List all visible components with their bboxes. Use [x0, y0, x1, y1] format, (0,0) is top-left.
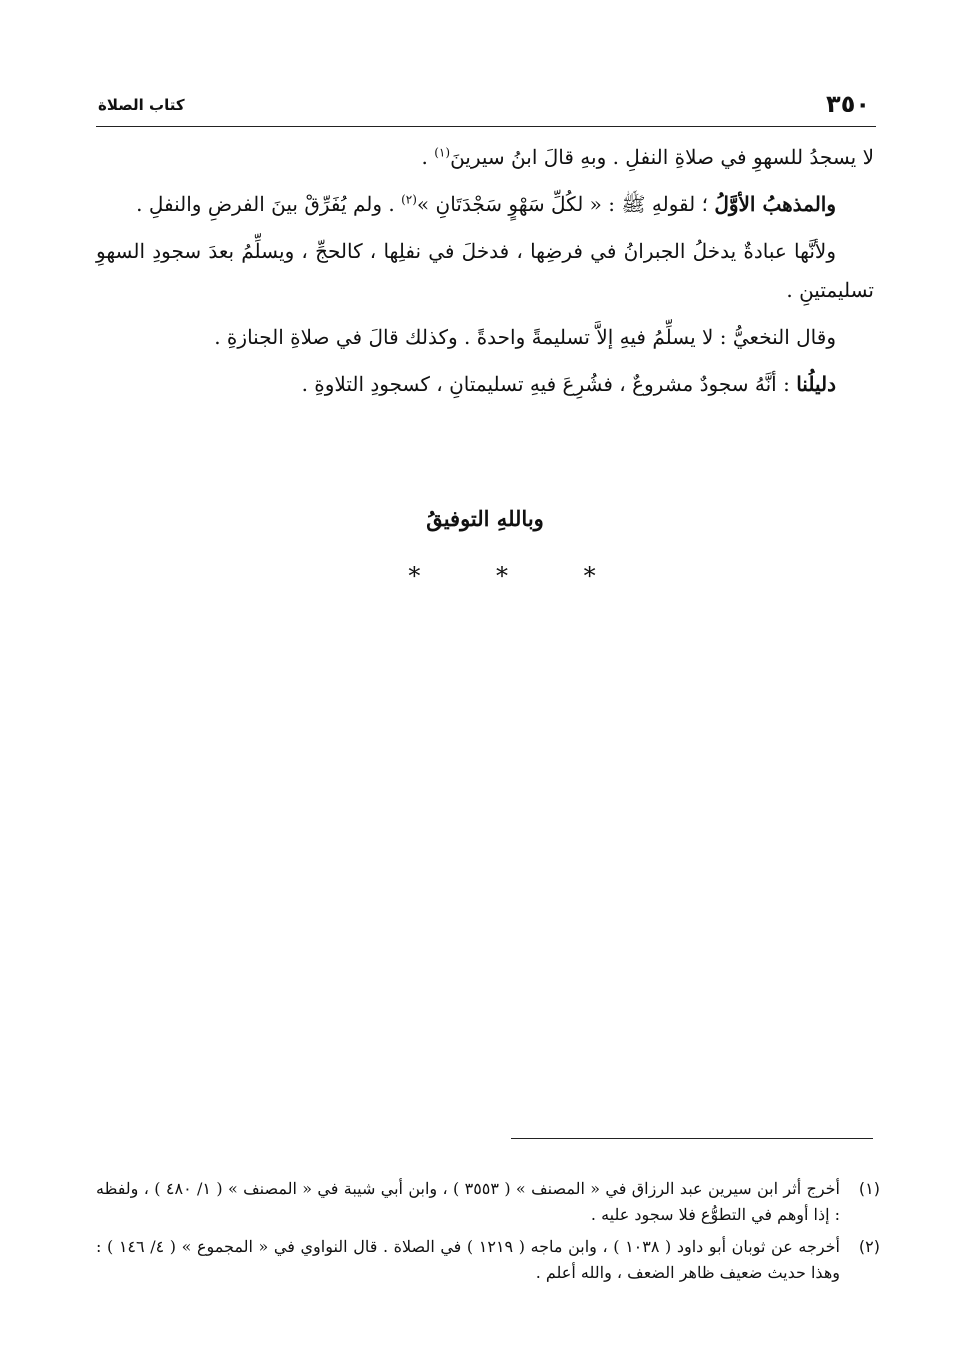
paragraph-4: وقال النخعيُّ : لا يسلِّمُ فيهِ إلاَّ تسليمةً واحدةً . وكذلك قالَ في صلاةِ الجنازةِ .: [214, 325, 836, 349]
footnote-2-number: (٢): [858, 1237, 880, 1256]
section-separator: * * *: [408, 562, 630, 590]
running-title: كتاب الصلاة: [98, 96, 185, 114]
paragraph-1: [96, 138, 874, 177]
main-text: [96, 138, 874, 412]
footnote-divider: [511, 1138, 873, 1139]
footnotes: [96, 1176, 880, 1292]
page-number: ٣٥٠: [826, 90, 870, 118]
footnote-1-text: أخرج أثر ابن سيرين عبد الرزاق في « المصنف » ( ٣٥٥٣ ) ، وابن أبي شيبة في « المصنف » ( ١/ ٤٨٠ ) ، ولفظه : إذا أوهم في التطوُّع فلا سجود عليه .: [96, 1179, 841, 1224]
footnote-2-text: أخرجه عن ثوبان أبو داود ( ١٠٣٨ ) ، وابن ماجه ( ١٢١٩ ) في الصلاة . قال النواوي في « المجموع » ( ٤/ ١٤٦ ) : وهذا حديث ضعيف ظاهر الضعف ، والله أعلم .: [96, 1237, 840, 1282]
paragraph-2: [96, 185, 874, 224]
paragraph-1-text: لا يسجدُ للسهوِ في صلاةِ النفلِ . وبهِ قالَ ابنُ سيرينَ: [450, 145, 874, 169]
page-header: [96, 92, 876, 127]
paragraph-5: [96, 365, 874, 404]
footnote-1-number: (١): [858, 1179, 880, 1198]
paragraph-2-text-a: ؛ لقولهِ ﷺ : « لكُلِّ سَهْوٍ سَجْدَتَانِ »: [416, 192, 715, 216]
footnote-ref-2[interactable]: (٢): [401, 192, 417, 207]
paragraph-3: ولأنَّها عبادةٌ يدخلُ الجبرانُ في فرضِها ، فدخلَ في نفلِها ، كالحجِّ ، ويسلِّمُ بعدَ سجودِ السهوِ تسليمتينِ .: [96, 239, 874, 302]
footnote-ref-1[interactable]: (١): [434, 145, 451, 160]
footnote-1: [96, 1176, 880, 1228]
footnote-2: [96, 1234, 880, 1286]
paragraph-1-end: .: [421, 145, 435, 169]
closing-phrase: وباللهِ التوفيقُ: [426, 506, 544, 531]
paragraph-5-lead: دليلُنا: [796, 372, 836, 396]
paragraph-2-text-b: . ولم يُفَرِّقْ بينَ الفرضِ والنفلِ .: [136, 192, 402, 216]
paragraph-5-text: : أنَّهُ سجودٌ مشروعٌ ، فشُرِعَ فيهِ تسليمتانِ ، كسجودِ التلاوةِ .: [301, 372, 797, 396]
paragraph-2-lead: والمذهبُ الأوَّلُ: [714, 192, 836, 216]
